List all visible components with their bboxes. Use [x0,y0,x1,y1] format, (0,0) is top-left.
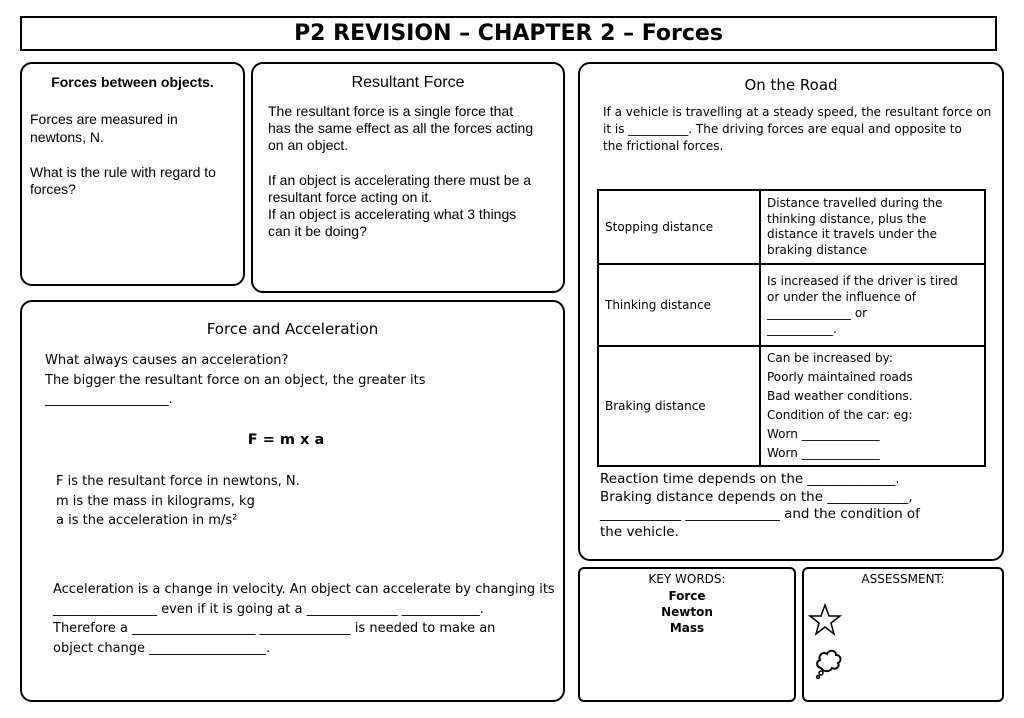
key-word: Newton [661,605,713,619]
forces-between-heading: Forces between objects. [51,74,214,90]
on-the-road-intro: If a vehicle is travelling at a steady speed, the resultant force on it is __________. The driving forces are equal and opposite to the frictional forces. [603,105,992,153]
resultant-force-body: The resultant force is a single force that has the same effect as all the forces acting on an object. If an object is accelerating there must be a resultant force acting on it. If an object is accelerating what 3 things can it be doing? [268,103,534,240]
key-word: Force [668,589,706,603]
key-words-list [578,588,796,636]
table-cell-term: Thinking distance [598,264,760,346]
thought-cloud-icon[interactable] [813,646,845,680]
page-title: P2 REVISION – CHAPTER 2 – Forces [20,16,997,51]
table-cell-term: Stopping distance [598,190,760,264]
table-row [598,264,985,346]
formula: F = m x a [247,432,325,448]
key-words-heading: KEY WORDS: [648,572,726,586]
formula-definitions: F is the resultant force in newtons, N. m is the mass in kilograms, kg a is the acceleration in m/s² [56,474,300,528]
assessment-heading: ASSESSMENT: [861,572,945,586]
force-acceleration-intro: What always causes an acceleration? The bigger the resultant force on an object, the greater its ___________________. [45,353,426,407]
velocity-text: Acceleration is a change in velocity. An object can accelerate by changing its ________________ even if it is going at a ______________ ____________. Therefore a ___________________ ______________ is needed to make an object change __________________. [53,582,555,656]
resultant-force-heading: Resultant Force [351,74,465,91]
force-acceleration-heading: Force and Acceleration [206,320,379,338]
key-word: Mass [669,621,705,635]
road-table [597,189,986,467]
table-cell-term: Braking distance [598,346,760,466]
table-row [598,190,985,264]
on-the-road-footer: Reaction time depends on the _____________. Braking distance depends on the ____________, ____________ ______________ and the condition of the vehicle. [600,471,920,540]
table-cell-desc: Is increased if the driver is tired or under the influence of ______________ or ___________. [760,264,985,346]
table-cell-desc: Can be increased by: Poorly maintained roads Bad weather conditions. Condition of the car: eg: Worn _____________ Worn _____________ [760,346,985,466]
table-cell-desc: Distance travelled during the thinking distance, plus the distance it travels under the braking distance [760,190,985,264]
star-icon[interactable] [808,603,842,637]
table-row [598,346,985,466]
on-the-road-heading: On the Road [744,76,838,94]
forces-between-body: Forces are measured in newtons, N. What is the rule with regard to forces? [30,111,216,197]
